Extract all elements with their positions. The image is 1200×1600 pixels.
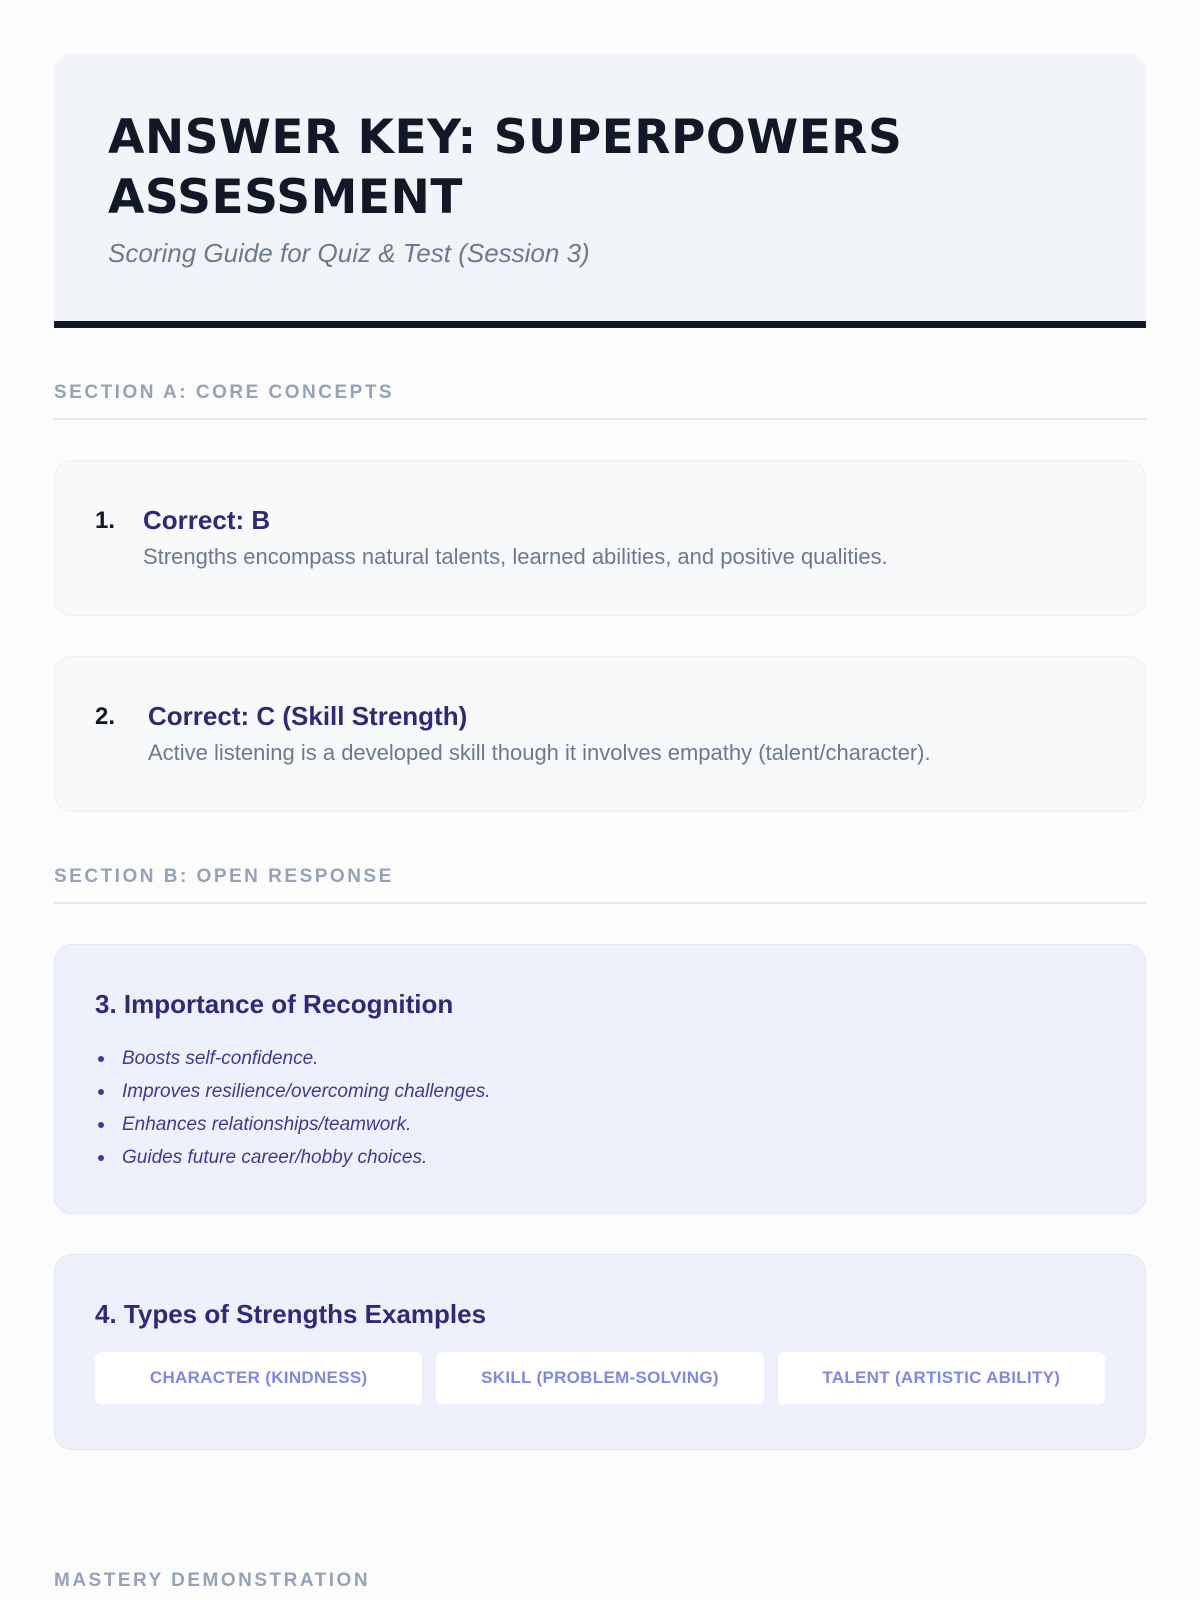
recognition-card [54,944,1146,1214]
question-body [143,505,888,615]
tag-skill: SKILL (PROBLEM-SOLVING) [436,1352,763,1404]
question-card-2 [54,656,1146,812]
question-body [148,701,931,811]
tag-talent: TALENT (ARTISTIC ABILITY) [778,1352,1105,1404]
recognition-heading: 3. Importance of Recognition [95,989,454,1019]
answer-explanation: Active listening is a developed skill though it involves empathy (talent/character). [148,740,931,765]
list-item: Guides future career/hobby choices. [122,1141,1105,1174]
section-b-title: SECTION B: OPEN RESPONSE [54,866,1146,904]
page-title: ANSWER KEY: SUPERPOWERS ASSESSMENT [108,110,903,225]
correct-answer: Correct: B [143,505,271,535]
list-item: Boosts self-confidence. [122,1042,1105,1075]
strength-types-card [54,1254,1146,1450]
recognition-list [95,1042,1105,1174]
strength-tags [95,1352,1105,1404]
header-banner [54,54,1146,328]
section-c-title: MASTERY DEMONSTRATION [54,1570,1146,1600]
page-subtitle: Scoring Guide for Quiz & Test (Session 3) [108,238,590,268]
answer-explanation: Strengths encompass natural talents, learned abilities, and positive qualities. [143,544,888,569]
question-number: 1. [95,507,116,534]
correct-answer: Correct: C (Skill Strength) [148,701,468,731]
list-item: Enhances relationships/teamwork. [122,1108,1105,1141]
list-item: Improves resilience/overcoming challenges. [122,1075,1105,1108]
tag-character: CHARACTER (KINDNESS) [95,1352,422,1404]
section-a-title: SECTION A: CORE CONCEPTS [54,382,1146,420]
question-number: 2. [95,703,116,730]
question-card-1 [54,460,1146,616]
strength-types-heading: 4. Types of Strengths Examples [95,1299,487,1329]
